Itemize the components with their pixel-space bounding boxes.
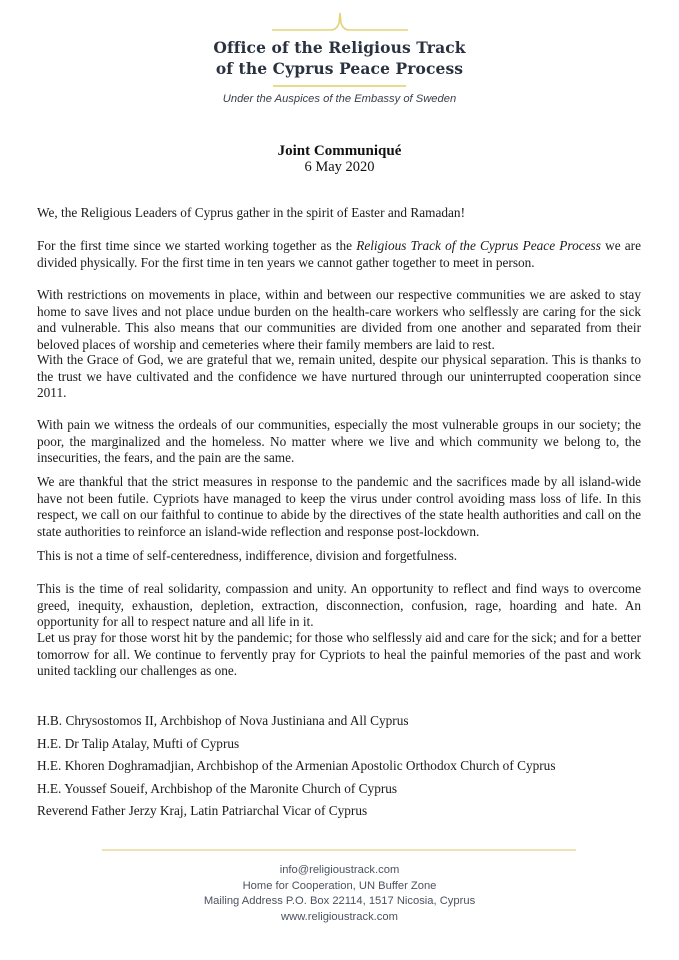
paragraph-emphasis: Religious Track of the Cyprus Peace Process <box>356 238 601 253</box>
paragraph-text: With restrictions on movements in place, within and between our respective communities we are asked to stay home to save lives and not place undue burden on the health-care workers who selflessly are caring for the sick and vulnerable. This also means that our communities are divided from one another and separated from their beloved places of worship and cemeteries where their family members are laid to rest. <box>37 287 641 352</box>
signatory: H.E. Khoren Doghramadjian, Archbishop of the Armenian Apostolic Orthodox Church of Cyprus <box>37 758 556 774</box>
paragraph-text: Let us pray for those worst hit by the pandemic; for those who selflessly aid and care for the sick; and for a better tomorrow for all. We continue to fervently pray for Cypriots to heal the painful memories of the past and work united tackling our challenges as one. <box>37 630 641 678</box>
paragraph <box>37 581 641 631</box>
paragraph-text: This is the time of real solidarity, compassion and unity. An opportunity to reflect and find ways to overcome greed, inequity, exhaustion, depletion, extraction, disconnection, confusion, rage, hoarding and hate. An opportunity for all to respect nature and all life in it. <box>37 581 641 629</box>
paragraph-text: we are divided physically. For the first time in ten years we cannot gather together to meet in person. <box>37 238 642 270</box>
paragraph-text: We, the Religious Leaders of Cyprus gather in the spirit of Easter and Ramadan! <box>37 205 465 220</box>
footer-divider <box>102 849 576 851</box>
document-title: Joint Communiqué <box>277 143 402 159</box>
paragraph-text: With pain we witness the ordeals of our communities, especially the most vulnerable groups in our society; the poor, the marginalized and the homeless. No matter where we live and which community we belong to, the insecurities, the fears, and the pain are the same. <box>37 417 641 465</box>
letterhead <box>0 0 679 120</box>
email-link[interactable]: info@religioustrack.com <box>279 864 400 876</box>
signatories-list <box>37 713 637 826</box>
paragraph <box>37 238 641 271</box>
footer <box>0 863 679 925</box>
paragraph-text: For the first time since we started working together as the <box>37 238 357 253</box>
paragraph <box>37 287 641 353</box>
org-title-line2: of the Cyprus Peace Process <box>215 59 464 78</box>
website-link[interactable]: www.religioustrack.com <box>281 910 398 923</box>
footer-mailing-address: Mailing Address P.O. Box 22114, 1517 Nicosia, Cyprus <box>203 895 476 907</box>
paragraph-text: We are thankful that the strict measures in response to the pandemic and the sacrifices made by all island-wide have not been futile. Cypriots have managed to keep the virus under control avoiding mass loss of life. In this respect, we call on our faithful to continue to abide by the directives of the state health authorities and call on the state authorities to reinforce an island-wide reflection and response post-lockdown. <box>37 474 641 539</box>
footer-location: Home for Cooperation, UN Buffer Zone <box>242 879 437 892</box>
signatory: Reverend Father Jerzy Kraj, Latin Patriarchal Vicar of Cyprus <box>37 803 368 819</box>
header-divider <box>273 85 406 87</box>
signatory: H.B. Chrysostomos II, Archbishop of Nova Justiniana and All Cyprus <box>37 713 409 728</box>
signatory: H.E. Youssef Soueif, Archbishop of the Maronite Church of Cyprus <box>37 780 398 796</box>
signatory: H.E. Dr Talip Atalay, Mufti of Cyprus <box>37 735 240 751</box>
paragraph <box>37 417 641 467</box>
paragraph <box>37 352 641 402</box>
paragraph-text: This is not a time of self-centeredness, indifference, division and forgetfulness. <box>37 548 458 563</box>
ornament-arch-icon <box>270 10 410 32</box>
auspices-subtitle: Under the Auspices of the Embassy of Sweden <box>222 93 457 105</box>
paragraph <box>37 548 641 565</box>
paragraph <box>37 630 641 680</box>
paragraph <box>37 205 641 222</box>
document-date: 6 May 2020 <box>304 159 375 175</box>
paragraph-text: With the Grace of God, we are grateful that we, remain united, despite our physical separation. This is thanks to the trust we have cultivated and the confidence we have nurtured through our uninterrupted cooperation since 2011. <box>37 352 641 400</box>
paragraph <box>37 474 641 540</box>
org-title-line1: Office of the Religious Track <box>213 38 466 57</box>
